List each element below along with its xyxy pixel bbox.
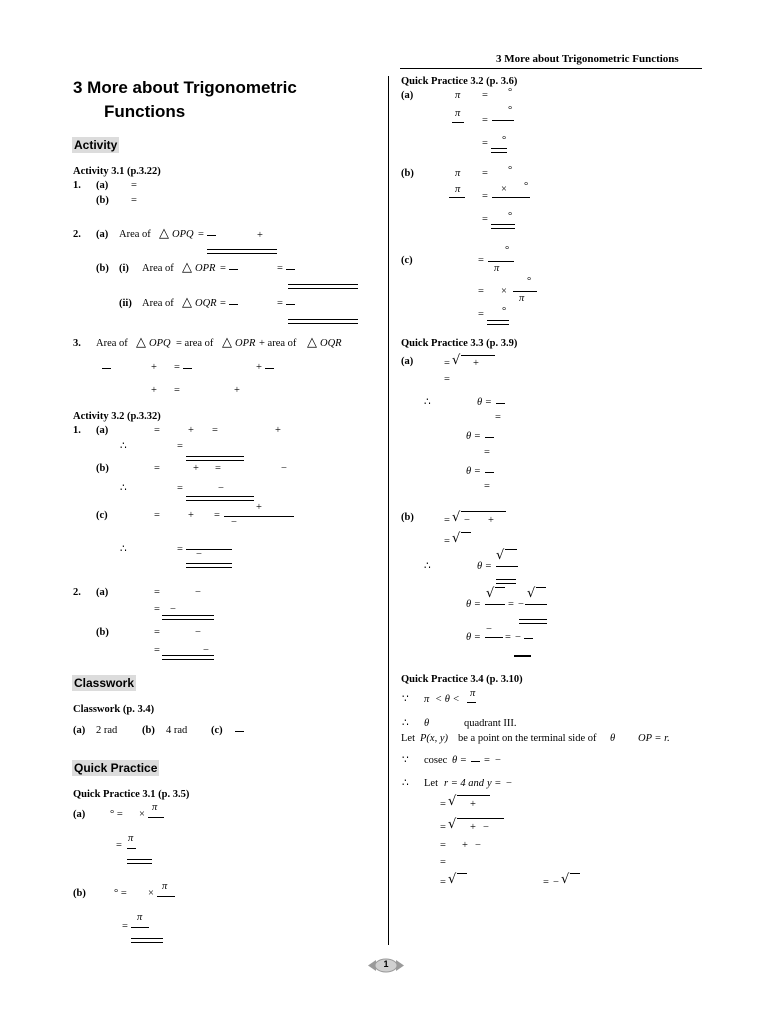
equals: = [444,536,450,547]
triangle-label: OPR [235,338,256,349]
theta-equals: θ = [477,397,492,408]
equals: = [484,447,490,458]
fraction-bar [102,368,111,369]
plus-area-of: + area of [259,338,297,349]
equals: = [198,229,204,240]
minus-sign: − [464,515,470,526]
radical-bar [570,873,580,874]
let-text: Let [424,778,438,789]
part-label: (a) [96,587,109,598]
minus-sign: − [506,778,512,789]
part-label: (b) [73,888,86,899]
square-root-icon: √ [448,794,457,809]
quick-practice-3-1-heading: Quick Practice 3.1 (p. 3.5) [73,789,190,800]
equals: = [478,309,484,320]
answer-underline [288,284,358,289]
equals: = [174,362,180,373]
plus-sign: + [256,362,262,373]
plus-sign: + [462,840,468,851]
plus-sign: + [193,463,199,474]
therefore-symbol: ∴ [424,397,431,408]
fraction-bar [186,549,232,550]
plus-sign: + [470,822,476,833]
radical-bar [457,818,504,819]
therefore-symbol: ∴ [120,441,127,452]
area-of-text: Area of [142,263,174,274]
equals: = [212,425,218,436]
equals: = [154,627,160,638]
answer-underline [491,148,507,153]
answer-underline [288,319,358,324]
plus-sign: + [275,425,281,436]
section-heading-quick-practice: Quick Practice [74,761,158,775]
quick-practice-3-2-heading: Quick Practice 3.2 (p. 3.6) [401,76,518,87]
sub-part-label: (i) [119,263,129,274]
theta-equals: θ = [466,599,481,610]
answer-underline [514,655,531,657]
activity-3-2-heading: Activity 3.2 (p.3.32) [73,411,161,422]
part-label: (b) [96,263,109,274]
part-label: (b) [96,463,109,474]
answer-underline [162,615,214,620]
op-equals-r: OP = r. [638,733,670,744]
equals: = [277,263,283,274]
radical-bar [461,532,471,533]
area-of-text: Area of [142,298,174,309]
equals: = [482,191,488,202]
theta-symbol: θ [610,733,616,744]
equals: = [154,587,160,598]
radical-bar [457,873,467,874]
answer-underline [519,619,547,624]
minus-sign: − [495,755,501,766]
degree-symbol: ° [508,211,513,222]
answer-underline [207,249,277,254]
equals: = [484,481,490,492]
part-label: (a) [96,229,109,240]
fraction-bar [452,122,464,123]
radical-bar [536,587,546,588]
equals: = [495,412,501,423]
area-of-text: Area of [119,229,151,240]
radical-bar [457,795,490,796]
fraction-bar [488,261,514,262]
answer-underline [487,320,509,325]
answer-underline [127,859,152,864]
triangle-label: OPQ [172,229,194,240]
answer-underline [131,938,163,943]
classwork-answer-b: 4 rad [166,725,188,736]
pi-symbol: π [455,108,461,119]
pi-symbol: π [152,802,158,813]
equals: = [482,214,488,225]
fraction-bar [229,269,238,270]
degree-symbol: ° [508,105,513,116]
because-symbol: ∵ [402,755,409,766]
part-label: (a) [96,425,109,436]
pi-symbol: π [162,881,168,892]
equals: = [215,463,221,474]
square-root-icon: √ [496,548,505,563]
page-number-badge [366,958,406,973]
header-rule [400,68,702,69]
part-label: (c) [401,255,413,266]
part-label: (a) [96,180,109,191]
degree-symbol: ° [508,165,513,176]
fraction-bar [286,269,295,270]
square-root-icon: √ [452,531,461,546]
therefore-symbol: ∴ [402,778,409,789]
plus-sign: + [188,510,194,521]
equals: = [154,645,160,656]
triangle-label: OQR [320,338,342,349]
question-number: 2. [73,587,81,598]
equals: = [440,840,446,851]
square-root-icon: √ [448,872,457,887]
square-root-icon: √ [561,872,570,887]
equals: = [174,385,180,396]
fraction-bar [207,235,216,236]
triangle-icon: △ [307,334,317,349]
degree-symbol: ° [524,181,529,192]
pi-symbol: π [128,833,134,844]
equals: = [482,138,488,149]
fraction-bar [286,304,295,305]
equals: = [177,544,183,555]
answer-underline [186,456,244,461]
equals: = [154,463,160,474]
part-label: (b) [96,627,109,638]
minus-sign: − [515,632,521,643]
minus-sign: − [195,587,201,598]
equals: = [131,195,137,206]
chapter-title-line2: Functions [104,102,186,121]
triangle-icon: △ [182,294,192,309]
radical-bar [461,511,506,512]
pi-symbol: π [424,694,430,705]
sub-part-label: (ii) [119,298,132,309]
fraction-bar [485,472,494,473]
classwork-answer-a: 2 rad [96,725,118,736]
part-label: (c) [211,725,223,736]
times-sign: × [139,809,145,820]
plus-sign: + [151,362,157,373]
times-sign: × [148,888,154,899]
fraction-bar [492,197,530,198]
theta-equals: θ = [466,466,481,477]
times-sign: × [501,286,507,297]
minus-sign: − [475,840,481,851]
activity-3-1-heading: Activity 3.1 (p.3.22) [73,166,161,177]
triangle-label: OPR [195,263,216,274]
fraction-bar [525,604,547,605]
minus-sign: − [553,877,559,888]
fraction-bar [485,437,494,438]
equals: = [154,604,160,615]
pi-symbol: π [470,688,476,699]
fraction-bar [127,848,136,849]
square-root-icon: √ [448,817,457,832]
minus-sign: − [483,822,489,833]
fraction-bar [183,368,192,369]
degree-symbol: ° [502,135,507,146]
point-label: P(x, y) [420,733,448,744]
equals: = [505,632,511,643]
times-sign: × [501,184,507,195]
plus-sign: + [473,358,479,369]
minus-sign: − [203,645,209,656]
pi-symbol: π [455,168,461,179]
equals: = [482,168,488,179]
running-title: 3 More about Trigonometric Functions [496,53,679,65]
equals: = [444,515,450,526]
section-heading-classwork: Classwork [74,676,135,690]
equals: = [444,374,450,385]
degree-equals: ° = [114,888,127,899]
part-label: (c) [96,510,108,521]
fraction-bar [265,368,274,369]
triangle-icon: △ [159,225,169,240]
question-number: 1. [73,180,81,191]
triangle-label: OPQ [149,338,171,349]
minus-sign: − [196,549,202,560]
degree-symbol: ° [508,87,513,98]
minus-sign: − [195,627,201,638]
theta-equals: θ = [466,431,481,442]
fraction-bar [485,604,505,605]
equals: = [214,510,220,521]
fraction-bar [148,817,164,818]
therefore-symbol: ∴ [120,483,127,494]
fraction-bar [157,896,175,897]
part-label: (a) [401,356,414,367]
minus-sign: − [486,624,492,635]
triangle-label: OQR [195,298,217,309]
degree-symbol: ° [502,306,507,317]
plus-sign: + [151,385,157,396]
fraction-bar [485,637,503,638]
fraction-bar [467,702,476,703]
equals: = [440,877,446,888]
pi-symbol: π [494,263,500,274]
let-text: Let [401,733,415,744]
equals: = [177,483,183,494]
triangle-icon: △ [182,259,192,274]
fraction-bar [131,927,149,928]
fraction-bar [496,566,518,567]
answer-underline [496,579,516,584]
plus-sign: + [470,799,476,810]
answer-underline [186,563,232,568]
minus-sign: − [170,604,176,615]
fraction-bar [449,197,465,198]
plus-sign: + [188,425,194,436]
square-root-icon: √ [452,510,461,525]
inequality: < θ < [435,694,460,705]
equals: = [440,799,446,810]
equals: = [543,877,549,888]
terminal-side-text: be a point on the terminal side of [458,733,597,744]
classwork-heading: Classwork (p. 3.4) [73,704,155,715]
minus-sign: − [231,517,237,528]
pi-symbol: π [519,293,525,304]
question-number: 3. [73,338,81,349]
fraction-bar [496,403,505,404]
square-root-icon: √ [486,586,495,601]
because-symbol: ∵ [402,694,409,705]
quick-practice-3-3-heading: Quick Practice 3.3 (p. 3.9) [401,338,518,349]
minus-sign: − [518,599,524,610]
question-number: 1. [73,425,81,436]
equals: = [131,180,137,191]
equals: = [484,755,490,766]
radical-bar [461,355,495,356]
part-label: (b) [96,195,109,206]
part-label: (b) [401,168,414,179]
equals: = [482,115,488,126]
plus-sign: + [256,502,262,513]
radical-bar [505,549,517,550]
equals: = [154,510,160,521]
quadrant-text: quadrant III. [464,718,517,729]
part-label: (a) [73,725,86,736]
r-value: r = 4 and [444,778,485,789]
pi-symbol: π [137,912,143,923]
pi-symbol: π [455,184,461,195]
pi-symbol: π [455,90,461,101]
fraction-bar [471,761,480,762]
plus-sign: + [257,230,263,241]
section-heading-activity: Activity [74,138,118,152]
part-label: (a) [401,90,414,101]
equals: = [444,358,450,369]
part-label: (b) [142,725,155,736]
plus-sign: + [234,385,240,396]
area-of-text: Area of [96,338,128,349]
degree-symbol: ° [505,245,510,256]
degree-symbol: ° [527,276,532,287]
column-divider [388,76,389,945]
square-root-icon: √ [527,586,536,601]
equals-area-of: = area of [176,338,214,349]
part-label: (a) [73,809,86,820]
equals: = [116,840,122,851]
answer-underline [162,655,214,660]
equals: = [478,286,484,297]
fraction-bar [229,304,238,305]
equals: = [277,298,283,309]
cosec-text: cosec [424,755,448,766]
part-label: (b) [401,512,414,523]
triangle-icon: △ [136,334,146,349]
theta-equals: θ = [466,632,481,643]
triangle-icon: △ [222,334,232,349]
fraction-bar [524,638,533,639]
theta-equals: θ = [452,755,467,766]
answer-underline [186,496,254,501]
degree-equals: ° = [110,809,123,820]
equals: = [508,599,514,610]
quick-practice-3-4-heading: Quick Practice 3.4 (p. 3.10) [401,674,523,685]
chapter-title: 3 More about Trigonometric [73,78,297,97]
answer-underline [491,224,515,229]
equals: = [478,255,484,266]
equals: = [220,263,226,274]
fraction-bar [235,731,244,732]
therefore-symbol: ∴ [424,561,431,572]
plus-sign: + [488,515,494,526]
minus-sign: − [218,483,224,494]
theta-symbol: θ [424,718,430,729]
therefore-symbol: ∴ [402,718,409,729]
page-number: 1 [383,959,389,969]
equals: = [177,441,183,452]
radical-bar [495,587,505,588]
equals: = [440,857,446,868]
equals: = [220,298,226,309]
question-number: 2. [73,229,81,240]
fraction-bar [492,120,514,121]
theta-equals: θ = [477,561,492,572]
square-root-icon: √ [452,353,461,368]
equals: = [440,822,446,833]
minus-sign: − [281,463,287,474]
equals: = [154,425,160,436]
equals: = [482,90,488,101]
fraction-bar [513,291,537,292]
equals: = [122,921,128,932]
y-equals: y = [487,778,502,789]
therefore-symbol: ∴ [120,544,127,555]
